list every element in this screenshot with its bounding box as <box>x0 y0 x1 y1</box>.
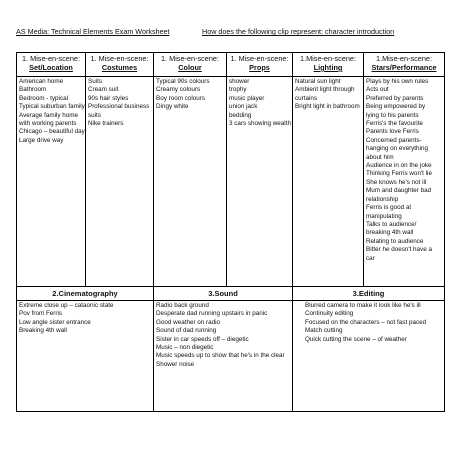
list-item: lying to his parents <box>366 111 419 119</box>
list-item: Quick cutting the scene – of weather <box>305 335 407 343</box>
list-item: Shower noise <box>156 360 195 368</box>
list-item: Mum and daughter bad <box>366 187 432 195</box>
list-item: music player <box>229 94 265 102</box>
list-item: Bathroom <box>19 86 47 94</box>
list-item: Focused on the characters – not fast paced <box>305 318 427 326</box>
list-item: Average family home <box>19 111 79 119</box>
list-item: Acts out <box>366 86 389 94</box>
header-cinematography: 2.Cinematography <box>17 287 154 301</box>
stars-performance-cell <box>364 77 445 287</box>
list-item: Pov from Ferris <box>19 310 63 318</box>
list-item: 3 cars showing wealth <box>229 120 291 128</box>
list-item: Continuity editing <box>305 310 354 318</box>
list-item: Thinking Ferris won't lie <box>366 170 432 178</box>
list-item: with working parents <box>19 120 77 128</box>
list-item: Typical 90s colours <box>156 78 210 85</box>
list-item: Desperate dad running upstairs in panic <box>156 310 268 318</box>
list-item: Large drive way <box>19 136 64 144</box>
list-item: Plays by his own rules <box>366 78 429 85</box>
list-item: Music – non diegetic <box>156 344 214 352</box>
list-item: Ferris is good at <box>366 204 412 212</box>
list-item: breaking 4th wall <box>366 229 414 237</box>
list-item: Music speeds up to show that he's in the clear <box>156 352 285 360</box>
header-lighting: 1.Mise-en-scene: Lighting <box>293 53 364 77</box>
lighting-cell <box>293 77 364 287</box>
list-item: Ferris's the favourite <box>366 120 423 128</box>
list-item: Being empowered by <box>366 103 426 111</box>
list-item: Ambient light through <box>295 86 355 94</box>
list-item: Professional business <box>88 103 150 111</box>
section-header-row <box>17 287 445 301</box>
list-item: about him <box>366 153 394 161</box>
list-item: Sound of dad running <box>156 327 217 335</box>
list-item: Concerned parents- <box>366 136 422 144</box>
list-item: Blurred camera to make it look like he's ill <box>305 302 421 309</box>
list-item: shower <box>229 78 250 85</box>
sound-cell <box>154 301 293 412</box>
list-item: Dingy white <box>156 103 189 111</box>
list-item: Relating to audience <box>366 237 424 245</box>
list-item: relationship <box>366 195 399 203</box>
mise-en-scene-content-row <box>17 77 445 287</box>
colour-cell <box>154 77 227 287</box>
section-content-row <box>17 301 445 412</box>
header-props: 1. Mise-en-scene: Props <box>227 53 293 77</box>
cinematography-cell <box>17 301 154 412</box>
list-item: Typical suburban family <box>19 103 85 111</box>
editing-cell <box>293 301 445 412</box>
worksheet-title: AS Media: Technical Elements Exam Worksheet <box>16 27 170 36</box>
header-costumes: 1. Mise-en-scene: Costumes <box>86 53 154 77</box>
props-cell <box>227 77 293 287</box>
header-stars-performance: 1.Mise-en-scene: Stars/Performance <box>364 53 445 77</box>
header-colour: 1. Mise-en-scene: Colour <box>154 53 227 77</box>
worksheet-table <box>16 52 445 412</box>
header-sound: 3.Sound <box>154 287 293 301</box>
list-item: Sister in car speeds off – diegetic <box>156 335 249 343</box>
list-item: curtains <box>295 94 318 102</box>
column-header-row <box>17 53 445 77</box>
list-item: manipulating <box>366 212 402 220</box>
list-item: Parents love Ferris <box>366 128 419 136</box>
list-item: Chicago – beautiful day <box>19 128 85 136</box>
worksheet-question: How does the following clip represent: character introduction <box>202 27 395 36</box>
set-location-cell <box>17 77 86 287</box>
list-item: Bitter he doesn't have a <box>366 246 432 254</box>
list-item: 90s hair styles <box>88 94 129 102</box>
list-item: She knows he's not ill <box>366 178 427 186</box>
list-item: Breaking 4th wall <box>19 327 67 335</box>
list-item: bedding <box>229 111 252 119</box>
header-editing: 3.Editing <box>293 287 445 301</box>
list-item: Suits <box>88 78 102 85</box>
worksheet-header <box>16 26 444 38</box>
costumes-cell <box>86 77 154 287</box>
list-item: Extreme close up – cataonic state <box>19 302 114 309</box>
list-item: Audience in on the joke <box>366 162 432 170</box>
list-item: Creamy colours <box>156 86 201 94</box>
header-set-location: 1. Mise-en-scene: Set/Location <box>17 53 86 77</box>
list-item: Bright light in bathroom <box>295 103 360 111</box>
list-item: Natural sun light <box>295 78 341 85</box>
list-item: Radio back ground <box>156 302 209 309</box>
list-item: Preferred by parents <box>366 94 424 102</box>
list-item: Cream suit <box>88 86 119 94</box>
list-item: union jack <box>229 103 258 111</box>
list-item: Boy room colours <box>156 94 205 102</box>
list-item: Good weather on radio <box>156 318 221 326</box>
list-item: Talks to audience/ <box>366 220 417 228</box>
list-item: Match cutting <box>305 327 343 335</box>
list-item: Nike trainers <box>88 120 124 128</box>
list-item: suits <box>88 111 101 119</box>
list-item: American home <box>19 78 64 85</box>
list-item: Bedroom - typical <box>19 94 68 102</box>
list-item: Low angle sister entrance <box>19 318 91 326</box>
list-item: car <box>366 254 375 262</box>
list-item: trophy <box>229 86 247 94</box>
list-item: hanging on everything <box>366 145 428 153</box>
